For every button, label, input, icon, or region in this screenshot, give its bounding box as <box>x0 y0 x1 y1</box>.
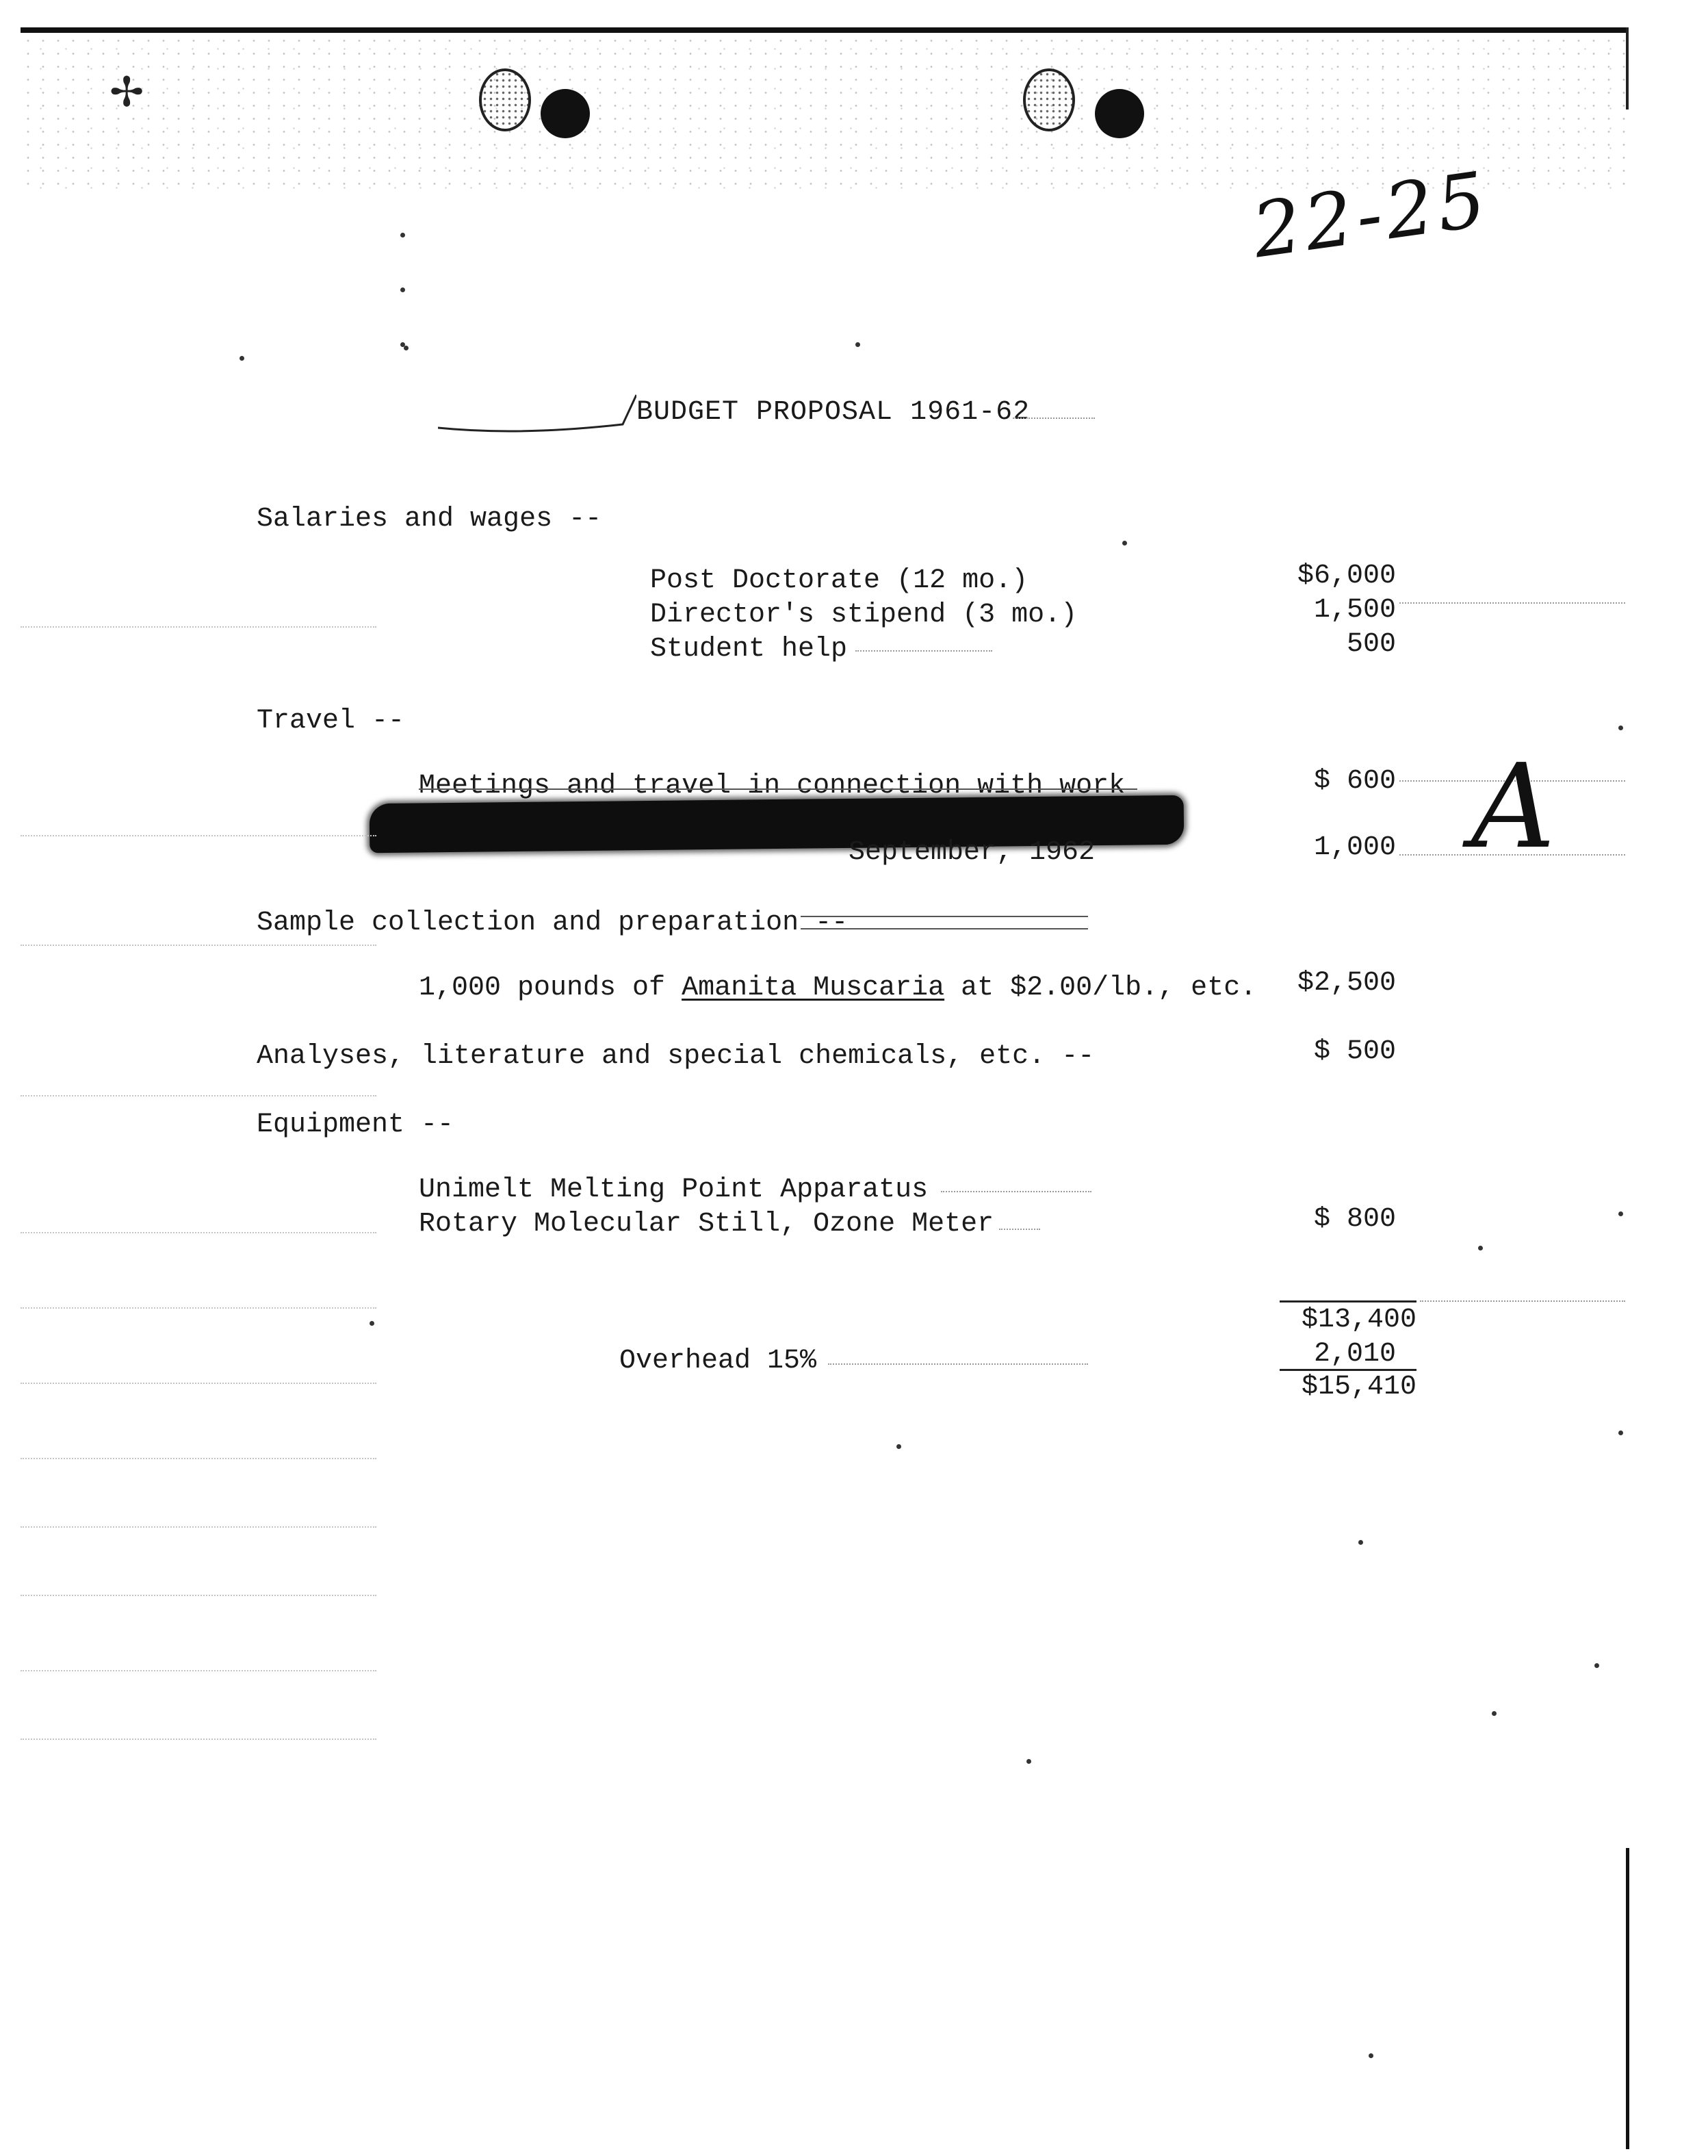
strike-through-rule <box>801 928 1088 929</box>
scan-noise-dot <box>1478 1246 1483 1250</box>
punch-hole-left <box>541 89 590 138</box>
right-edge-rule-top <box>1626 27 1629 110</box>
margin-ghost-line <box>21 1595 376 1596</box>
dotted-leader <box>1420 1300 1625 1302</box>
line-item-amount: 500 <box>1346 629 1396 660</box>
grand-total-amount: $15,410 <box>1301 1372 1416 1402</box>
dotted-leader <box>1399 602 1625 604</box>
dotted-leader <box>828 1363 1088 1365</box>
punch-hole-ghost-left <box>479 68 531 131</box>
line-item-amount: $ 800 <box>1313 1204 1396 1235</box>
scan-noise-dot <box>896 1444 901 1449</box>
margin-ghost-line <box>21 1232 376 1233</box>
scan-noise-dot <box>400 342 405 347</box>
margin-ghost-line <box>21 626 376 628</box>
line-item-label: Director's stipend (3 mo.) <box>650 600 1078 630</box>
equipment-line: Rotary Molecular Still, Ozone Meter <box>419 1209 994 1240</box>
sample-line-suffix: at $2.00/lb., etc. <box>944 973 1257 1003</box>
scan-noise-dot <box>1369 2053 1373 2058</box>
line-item-label: Post Doctorate (12 mo.) <box>650 565 1028 596</box>
margin-ghost-line <box>21 1526 376 1528</box>
scan-noise-dot <box>400 233 405 238</box>
scan-noise-dot <box>1594 1663 1599 1668</box>
line-item-amount: 1,500 <box>1313 595 1396 626</box>
title-slash-mark <box>438 394 636 435</box>
section-heading-sample: Sample collection and preparation -- <box>257 908 849 938</box>
dotted-leader <box>855 650 992 652</box>
margin-ghost-line <box>21 1458 376 1459</box>
line-item-label: September, 1962 <box>849 837 1096 868</box>
scan-noise-dot <box>400 287 405 292</box>
line-item-amount: $2,500 <box>1297 968 1396 999</box>
scan-noise-dot <box>1492 1711 1497 1716</box>
margin-ghost-line <box>21 835 376 836</box>
scan-noise-dot <box>370 1321 374 1326</box>
punch-hole-right <box>1095 89 1144 138</box>
margin-ghost-line <box>21 1738 376 1740</box>
line-item-amount: $6,000 <box>1297 561 1396 591</box>
handwritten-approval-mark: A <box>1471 739 1555 875</box>
strike-through-rule <box>801 916 1088 917</box>
scan-noise-dot <box>1358 1540 1363 1545</box>
punch-hole-ghost-right <box>1023 68 1075 131</box>
overhead-amount: 2,010 <box>1313 1339 1396 1370</box>
subtotal-amount: $13,400 <box>1301 1305 1416 1335</box>
scan-noise-dot <box>240 356 244 361</box>
margin-ghost-line <box>21 1307 376 1309</box>
scan-noise-dot <box>1618 726 1623 730</box>
species-name: Amanita Muscaria <box>682 973 945 1003</box>
section-heading-salaries: Salaries and wages -- <box>257 504 602 535</box>
sample-line-item <box>419 972 1256 1005</box>
scan-noise-dot <box>1122 541 1127 546</box>
scan-noise-dot <box>1026 1759 1031 1764</box>
page-title: BUDGET PROPOSAL 1961-62 <box>636 397 1031 428</box>
line-item-amount: $ 500 <box>1313 1036 1396 1067</box>
sample-line-prefix: 1,000 pounds of <box>419 973 682 1003</box>
section-heading-equipment: Equipment -- <box>257 1109 454 1140</box>
margin-ghost-line <box>21 1095 376 1096</box>
subtotal-rule <box>1280 1300 1416 1302</box>
margin-ghost-line <box>21 945 376 946</box>
title-dotted-leader <box>1013 418 1095 419</box>
line-item-amount: 1,000 <box>1313 832 1396 863</box>
line-item-amount: $ 600 <box>1313 766 1396 797</box>
section-heading-analyses: Analyses, literature and special chemicals, etc. -- <box>257 1041 1095 1072</box>
line-item-label: Meetings and travel in connection with work <box>419 771 1126 801</box>
scan-noise-dot <box>1618 1430 1623 1435</box>
equipment-line: Unimelt Melting Point Apparatus <box>419 1175 929 1205</box>
scan-noise-dot <box>855 342 860 347</box>
line-item-label: Student help <box>650 634 848 665</box>
strike-through-rule <box>419 788 1137 790</box>
scan-noise-dot <box>1618 1211 1623 1216</box>
dotted-leader <box>941 1191 1091 1192</box>
handwritten-file-number: 22-25 <box>1247 155 1495 275</box>
corner-smudge-icon: ✢ <box>109 68 144 116</box>
overhead-label: Overhead 15% <box>619 1346 817 1376</box>
margin-ghost-line <box>21 1383 376 1384</box>
scan-noise-dot <box>404 346 409 350</box>
section-heading-travel: Travel -- <box>257 706 405 736</box>
top-edge-rule <box>21 27 1629 33</box>
margin-ghost-line <box>21 1670 376 1671</box>
dotted-leader <box>999 1229 1040 1230</box>
right-edge-rule-bottom <box>1626 1848 1629 2149</box>
